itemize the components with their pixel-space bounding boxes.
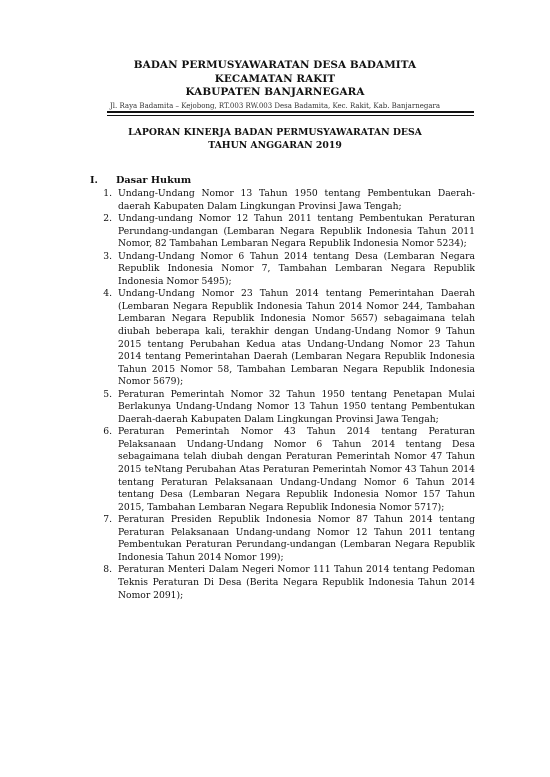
list-item: [90, 213, 480, 251]
item-text: Undang-Undang Nomor 23 Tahun 2014 tentang Pemerintahan Daerah (Lembaran Negara Republik Indonesia Tahun 2014 Nomor 244, Tambahan Lembaran Negara Republik Indonesia Nomor 5657) sebagaimana telah diubah beberapa kali, terakhir dengan Undang-Undang Nomor 9 Tahun 2015 tentang Perubahan Kedua atas Undang-Undang Nomor 23 Tahun 2014 tentang Pemerintahan Daerah (Lembaran Negara Republik Indonesia Tahun 2015 Nomor 58, Tambahan Lembaran Negara Republik Indonesia Nomor 5679);: [118, 288, 475, 388]
list-item: [90, 288, 480, 388]
org-name: BADAN PERMUSYAWARATAN DESA BADAMITA: [133, 59, 417, 71]
section-number: I.: [90, 175, 98, 186]
list-item: [90, 389, 480, 427]
item-number: 6.: [103, 426, 112, 438]
org-address: Jl. Raya Badamita – Kejobong, RT.003 RW.003 Desa Badamita, Kec. Rakit, Kab. Banjarnegara: [109, 101, 441, 110]
list-item: [90, 188, 480, 213]
letterhead-divider-thick: [107, 111, 474, 113]
item-text: Peraturan Menteri Dalam Negeri Nomor 111 Tahun 2014 tentang Pedoman Teknis Peraturan Di Desa (Berita Negara Republik Indonesia Tahun 2014 Nomor 2091);: [118, 564, 475, 601]
list-item: [90, 426, 480, 514]
item-number: 7.: [103, 514, 112, 526]
section-title: Dasar Hukum: [116, 175, 192, 186]
item-number: 3.: [103, 250, 112, 262]
list-item: [90, 514, 480, 564]
item-text: Peraturan Presiden Republik Indonesia Nomor 87 Tahun 2014 tentang Peraturan Pelaksanaan Undang-undang Nomor 12 Tahun 2011 tentang Pembentukan Peraturan Perundang-undangan (Lembaran Negara Republik Indonesia Tahun 2014 Nomor 199);: [118, 514, 475, 563]
item-number: 2.: [103, 213, 112, 225]
item-number: 4.: [103, 288, 112, 300]
letterhead-divider-thin: [107, 115, 474, 116]
list-item: [90, 251, 480, 289]
item-text: Peraturan Pemerintah Nomor 43 Tahun 2014 tentang Peraturan Pelaksanaan Undang-Undang Nomor 6 Tahun 2014 tentang Desa sebagaimana telah diubah dengan Peraturan Pemerintah Nomor 47 Tahun 2015 teNtang Perubahan Atas Peraturan Pemerintah Nomor 43 Tahun 2014 tentang Peraturan Pelaksanaan Undang-Undang Nomor 6 Tahun 2014 tentang Desa (Lembaran Negara Republik Indonesia Nomor 157 Tahun 2015, Tambahan Lembaran Negara Republik Indonesia Nomor 5717);: [118, 426, 475, 513]
legal-basis-list: [90, 188, 480, 602]
section-legal-basis: [90, 174, 480, 602]
letterhead: [0, 59, 550, 112]
report-title-line1: LAPORAN KINERJA BADAN PERMUSYAWARATAN DESA: [128, 127, 422, 138]
district-name: KECAMATAN RAKIT: [214, 72, 336, 85]
list-item: [90, 564, 480, 602]
item-text: Peraturan Pemerintah Nomor 32 Tahun 1950 tentang Penetapan Mulai Berlakunya Undang-Undang Nomor 13 Tahun 1950 tentang Pembentukan Daerah-daerah Kabupaten Dalam Lingkungan Provinsi Jawa Tengah;: [118, 388, 475, 425]
item-number: 1.: [103, 188, 112, 199]
item-number: 5.: [103, 388, 112, 400]
item-text: Undang-Undang Nomor 13 Tahun 1950 tentang Pembentukan Daerah-daerah Kabupaten Dalam Lingkungan Provinsi Jawa Tengah;: [118, 188, 475, 212]
report-title: [0, 127, 550, 152]
regency-name: KABUPATEN BANJARNEGARA: [185, 86, 365, 98]
item-number: 8.: [103, 564, 112, 576]
section-heading: [90, 174, 480, 187]
item-text: Undang-Undang Nomor 6 Tahun 2014 tentang Desa (Lembaran Negara Republik Indonesia Nomor 7, Tambahan Lembaran Negara Republik Indonesia Nomor 5495);: [118, 250, 475, 287]
item-text: Undang-undang Nomor 12 Tahun 2011 tentang Pembentukan Peraturan Perundang-undangan (Lembaran Negara Republik Indonesia Tahun 2011 Nomor, 82 Tambahan Lembaran Negara Republik Indonesia Nomor 5234);: [118, 213, 475, 250]
report-title-line2: TAHUN ANGGARAN 2019: [208, 139, 342, 151]
